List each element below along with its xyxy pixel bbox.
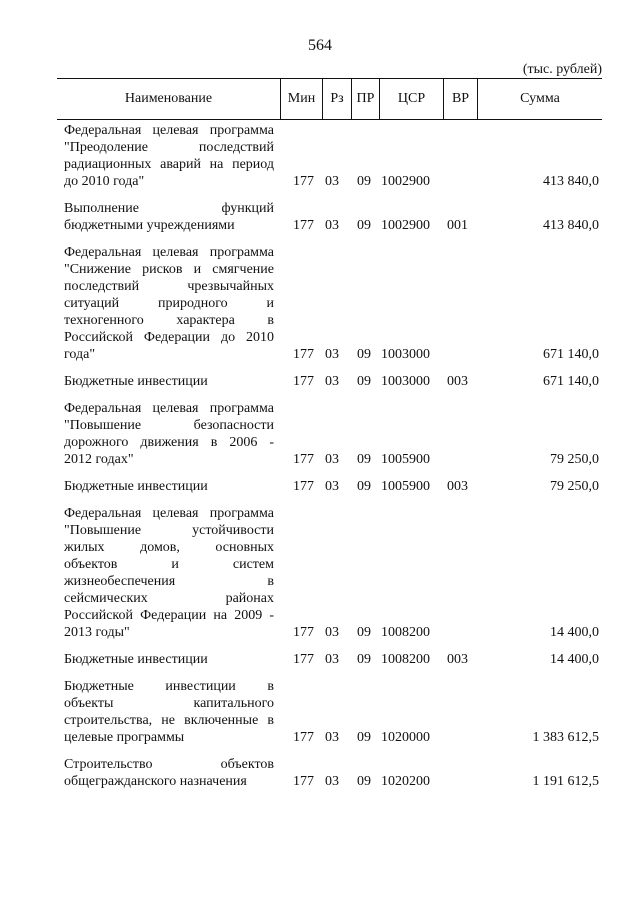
cell-min: 177 <box>293 730 314 745</box>
cell-csr: 1020000 <box>381 730 430 745</box>
row-name-line: целевые программы <box>64 730 185 745</box>
row-name <box>64 122 274 190</box>
cell-sum: 79 250,0 <box>550 479 599 494</box>
cell-sum: 671 140,0 <box>543 347 599 362</box>
row-name-line: сейсмических районах <box>64 591 274 606</box>
row-name-line: Федеральная целевая программа <box>64 245 274 260</box>
column-header-csr: ЦСР <box>379 79 443 119</box>
cell-min: 177 <box>293 479 314 494</box>
cell-csr: 1003000 <box>381 347 430 362</box>
column-header-pr: ПР <box>351 79 379 119</box>
row-name-line: ситуаций природного и <box>64 296 274 311</box>
cell-pr: 09 <box>357 652 371 667</box>
cell-pr: 09 <box>357 774 371 789</box>
row-name-line: объекты капитального <box>64 696 274 711</box>
cell-rz: 03 <box>325 452 339 467</box>
column-header-min: Мин <box>280 79 322 119</box>
cell-rz: 03 <box>325 652 339 667</box>
row-name-line: "Повышение устойчивости <box>64 523 274 538</box>
cell-sum: 79 250,0 <box>550 452 599 467</box>
row-name-line: Российской Федерации на 2009 - <box>64 608 274 623</box>
cell-rz: 03 <box>325 774 339 789</box>
row-name <box>64 244 274 363</box>
row-name-line: года" <box>64 347 96 362</box>
row-name <box>64 505 274 641</box>
cell-vr: 001 <box>447 218 468 233</box>
table-row <box>57 478 602 495</box>
table-row <box>57 244 602 363</box>
table-row <box>57 756 602 790</box>
cell-rz: 03 <box>325 218 339 233</box>
row-name-line: строительства, не включенные в <box>64 713 274 728</box>
column-header-name: Наименование <box>124 91 213 106</box>
row-name-line: общегражданского назначения <box>64 774 247 789</box>
cell-csr: 1002900 <box>381 174 430 189</box>
cell-sum: 413 840,0 <box>543 174 599 189</box>
row-name-line: 2012 годах" <box>64 452 134 467</box>
cell-rz: 03 <box>325 730 339 745</box>
cell-rz: 03 <box>325 174 339 189</box>
units-label: (тыс. рублей) <box>522 62 602 77</box>
table-row <box>57 505 602 641</box>
table-row <box>57 678 602 746</box>
cell-sum: 1 383 612,5 <box>532 730 599 745</box>
cell-csr: 1005900 <box>381 479 430 494</box>
cell-sum: 14 400,0 <box>550 625 599 640</box>
cell-rz: 03 <box>325 347 339 362</box>
row-name-line: объектов и систем <box>64 557 274 572</box>
row-name-line: жизнеобеспечения в <box>64 574 274 589</box>
table-row <box>57 373 602 390</box>
cell-rz: 03 <box>325 625 339 640</box>
row-name-line: Бюджетные инвестиции <box>64 652 208 667</box>
row-name-line: бюджетными учреждениями <box>64 218 235 233</box>
cell-min: 177 <box>293 452 314 467</box>
row-name <box>64 200 274 234</box>
cell-min: 177 <box>293 374 314 389</box>
cell-pr: 09 <box>357 730 371 745</box>
row-name-line: жилых домов, основных <box>64 540 274 555</box>
row-name-line: Бюджетные инвестиции в <box>64 679 274 694</box>
row-name-line: Российской Федерации до 2010 <box>64 330 274 345</box>
cell-csr: 1005900 <box>381 452 430 467</box>
cell-sum: 413 840,0 <box>543 218 599 233</box>
cell-min: 177 <box>293 218 314 233</box>
cell-pr: 09 <box>357 218 371 233</box>
row-name <box>64 478 274 495</box>
cell-pr: 09 <box>357 347 371 362</box>
row-name-line: Федеральная целевая программа <box>64 401 274 416</box>
row-name-line: 2013 годы" <box>64 625 130 640</box>
row-name <box>64 651 274 668</box>
cell-pr: 09 <box>357 452 371 467</box>
row-name-line: Бюджетные инвестиции <box>64 374 208 389</box>
row-name-line: "Преодоление последствий <box>64 140 274 155</box>
table-row <box>57 122 602 190</box>
cell-csr: 1020200 <box>381 774 430 789</box>
cell-vr: 003 <box>447 479 468 494</box>
row-name-line: техногенного характера в <box>64 313 274 328</box>
cell-csr: 1003000 <box>381 374 430 389</box>
cell-pr: 09 <box>357 174 371 189</box>
column-header-sum: Сумма <box>477 79 602 119</box>
row-name-line: до 2010 года" <box>64 174 145 189</box>
cell-csr: 1008200 <box>381 652 430 667</box>
cell-min: 177 <box>293 347 314 362</box>
row-name-line: "Повышение безопасности <box>64 418 274 433</box>
row-name-line: Федеральная целевая программа <box>64 506 274 521</box>
cell-sum: 671 140,0 <box>543 374 599 389</box>
row-name-line: "Снижение рисков и смягчение <box>64 262 274 277</box>
table-header <box>57 78 602 120</box>
cell-vr: 003 <box>447 374 468 389</box>
cell-csr: 1002900 <box>381 218 430 233</box>
row-name-line: Строительство объектов <box>64 757 274 772</box>
cell-csr: 1008200 <box>381 625 430 640</box>
page-number: 564 <box>308 37 332 54</box>
table-row <box>57 651 602 668</box>
row-name-line: Федеральная целевая программа <box>64 123 274 138</box>
table-row <box>57 400 602 468</box>
row-name <box>64 756 274 790</box>
cell-min: 177 <box>293 652 314 667</box>
cell-sum: 14 400,0 <box>550 652 599 667</box>
row-name-line: последствий чрезвычайных <box>64 279 274 294</box>
row-name-line: Выполнение функций <box>64 201 274 216</box>
row-name-line: радиационных аварий на период <box>64 157 274 172</box>
cell-rz: 03 <box>325 479 339 494</box>
cell-vr: 003 <box>447 652 468 667</box>
cell-pr: 09 <box>357 625 371 640</box>
cell-sum: 1 191 612,5 <box>532 774 599 789</box>
column-header-rz: Рз <box>322 79 351 119</box>
cell-pr: 09 <box>357 479 371 494</box>
cell-min: 177 <box>293 625 314 640</box>
column-header-vr: ВР <box>443 79 477 119</box>
cell-rz: 03 <box>325 374 339 389</box>
row-name-line: Бюджетные инвестиции <box>64 479 208 494</box>
row-name <box>64 678 274 746</box>
table-row <box>57 200 602 234</box>
cell-min: 177 <box>293 774 314 789</box>
row-name <box>64 373 274 390</box>
cell-min: 177 <box>293 174 314 189</box>
row-name <box>64 400 274 468</box>
row-name-line: дорожного движения в 2006 - <box>64 435 274 450</box>
cell-pr: 09 <box>357 374 371 389</box>
